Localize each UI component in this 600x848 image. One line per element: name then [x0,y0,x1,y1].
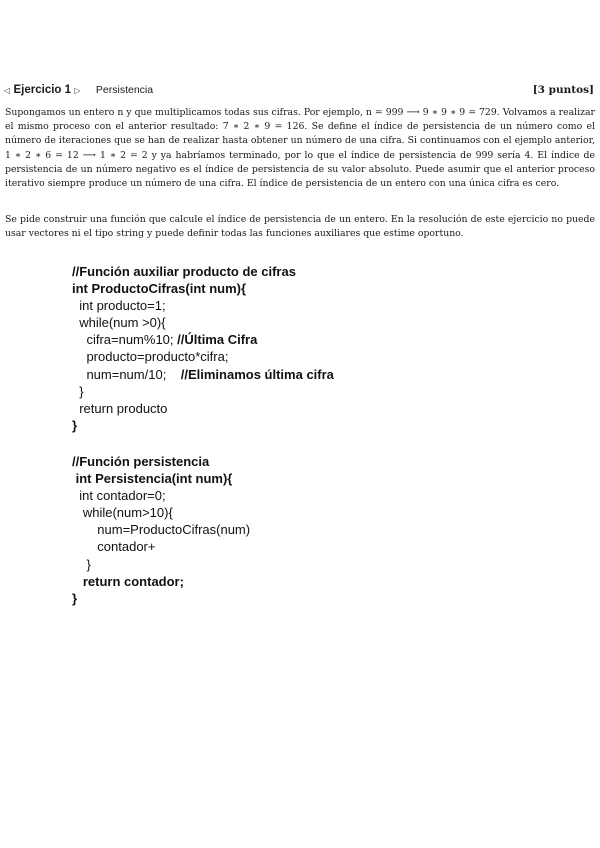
right-triangle-icon: ▷ [74,86,81,95]
exercise-header [4,84,594,96]
exercise-topic: Persistencia [95,84,154,96]
code-comment: //Función persistencia [72,454,210,469]
code-line: while(num >0){ [72,315,166,331]
code-line: num=ProductoCifras(num) [72,522,251,538]
code-line: contador+ [72,539,156,555]
code-line [72,366,334,383]
code-line [72,331,334,348]
code-line: return contador; [72,573,184,589]
code-line: } [72,383,84,399]
code-line: int Persistencia(int num){ [72,471,233,487]
exercise-title: Ejercicio 1 [13,84,72,96]
code-comment: //Eliminamos última cifra [180,366,334,382]
code-line: producto=producto*cifra; [72,349,229,365]
problem-statement: Supongamos un entero n y que multiplicamos todas sus cifras. Por ejemplo, n = 999 ⟶ 9 ∗ 9 ∗ 9 = 729. Volvamos a realizar el mismo proceso con el anterior resultado: 7 ∗ 2 ∗ 9 = 126. Se define el índice de persistencia de un número como el número de iteraciones que se han de realizar hasta obtener un número de una cifra. Si continuamos con el ejemplo anterior, 1 ∗ 2 ∗ 6 = 12 ⟶ 1 ∗ 2 = 2 y ya habríamos terminado, por lo que el índice de persistencia de 999 sería 4. El índice de persistencia de un número negativo es el índice de persistencia de su valor absoluto. Puede asumir que el anterior proceso iterativo siempre produce un número de una cifra. El índice de persistencia de un entero con una única cifra es cero. [5,107,595,190]
code-line: int producto=1; [72,298,166,314]
code-line: } [72,556,91,572]
code-line: } [72,417,78,433]
code-line: int ProductoCifras(int num){ [72,281,247,297]
code-block-producto-cifras [72,263,334,434]
code-text: num=num/10; [72,366,181,382]
exercise-points: [3 puntos] [532,84,594,96]
code-text: cifra=num%10; [72,332,178,348]
code-line: } [72,590,78,606]
code-block-persistencia [72,453,250,607]
left-triangle-icon: ◁ [4,86,11,95]
task-statement: Se pide construir una función que calcule el índice de persistencia de un entero. En la resolución de este ejercicio no puede usar vectores ni el tipo string y puede definir todas las funciones auxiliares que estime oportuno. [5,214,595,240]
code-line: int contador=0; [72,488,166,504]
code-comment: //Función auxiliar producto de cifras [72,264,296,279]
code-comment: //Última Cifra [177,332,258,348]
code-line: while(num>10){ [72,505,173,521]
code-line: return producto [72,400,168,416]
